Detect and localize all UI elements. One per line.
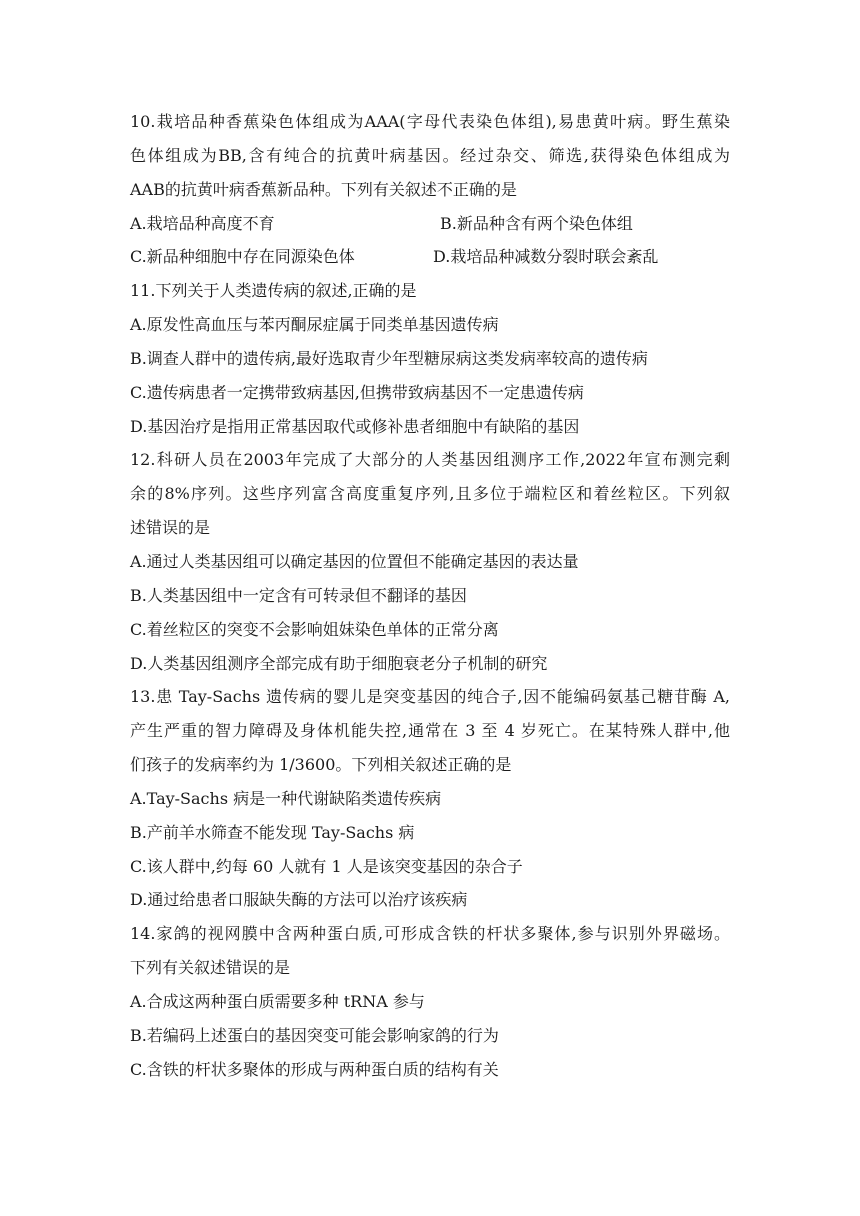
q12-stem-line-3: 述错误的是 xyxy=(130,518,211,538)
q11-option-b: B.调查人群中的遗传病,最好选取青少年型糖尿病这类发病率较高的遗传病 xyxy=(130,348,648,368)
q13-option-a: A.Tay-Sachs 病是一种代谢缺陷类遗传疾病 xyxy=(130,788,442,808)
q10-stem-line-2: 色体组成为BB,含有纯合的抗黄叶病基因。经过杂交、筛选,获得染色体组成为 xyxy=(130,145,730,165)
q11-option-d: D.基因治疗是指用正常基因取代或修补患者细胞中有缺陷的基因 xyxy=(130,416,580,436)
q10-option-c: C.新品种细胞中存在同源染色体 xyxy=(130,247,355,267)
q14-stem-line-2: 下列有关叙述错误的是 xyxy=(130,958,291,978)
q10-stem-line-1: 10.栽培品种香蕉染色体组成为AAA(字母代表染色体组),易患黄叶病。野生蕉染 xyxy=(130,112,730,131)
q12-option-b: B.人类基因组中一定含有可转录但不翻译的基因 xyxy=(130,585,467,605)
q13-stem-line-2: 产生严重的智力障碍及身体机能失控,通常在 3 至 4 岁死亡。在某特殊人群中,他 xyxy=(130,721,730,741)
q10-option-a: A.栽培品种高度不育 xyxy=(130,213,275,233)
q10-options-row-2 xyxy=(130,240,730,274)
q10-options-row-1 xyxy=(130,207,730,241)
q14-option-a: A.合成这两种蛋白质需要多种 tRNA 参与 xyxy=(130,991,425,1011)
q13-stem-line-3: 们孩子的发病率约为 1/3600。下列相关叙述正确的是 xyxy=(130,755,512,775)
q13-stem-line-1: 13.患 Tay-Sachs 遗传病的婴儿是突变基因的纯合子,因不能编码氨基己糖苷酶 A, xyxy=(130,687,730,707)
q13-option-c: C.该人群中,约每 60 人就有 1 人是该突变基因的杂合子 xyxy=(130,856,523,876)
q12-option-c: C.着丝粒区的突变不会影响姐妹染色单体的正常分离 xyxy=(130,619,499,639)
q12-stem-line-1: 12.科研人员在2003年完成了大部分的人类基因组测序工作,2022年宣布测完剩 xyxy=(130,450,730,470)
q12-option-a: A.通过人类基因组可以确定基因的位置但不能确定基因的表达量 xyxy=(130,551,579,571)
q14-option-c: C.含铁的杆状多聚体的形成与两种蛋白质的结构有关 xyxy=(130,1059,499,1079)
q13-option-d: D.通过给患者口服缺失酶的方法可以治疗该疾病 xyxy=(130,890,468,910)
q12-stem-line-2: 余的8%序列。这些序列富含高度重复序列,且多位于端粒区和着丝粒区。下列叙 xyxy=(130,484,730,504)
q10-stem-line-3: AAB的抗黄叶病香蕉新品种。下列有关叙述不正确的是 xyxy=(130,179,517,199)
question-content xyxy=(130,105,730,1086)
q11-stem-line-1: 11.下列关于人类遗传病的叙述,正确的是 xyxy=(130,281,417,301)
q14-stem-line-1: 14.家鸽的视网膜中含两种蛋白质,可形成含铁的杆状多聚体,参与识别外界磁场。 xyxy=(130,924,730,944)
q13-option-b: B.产前羊水筛查不能发现 Tay-Sachs 病 xyxy=(130,822,415,842)
q11-option-c: C.遗传病患者一定携带致病基因,但携带致病基因不一定患遗传病 xyxy=(130,382,584,402)
q11-option-a: A.原发性高血压与苯丙酮尿症属于同类单基因遗传病 xyxy=(130,315,499,335)
q10-option-b: B.新品种含有两个染色体组 xyxy=(440,213,633,233)
q14-option-b: B.若编码上述蛋白的基因突变可能会影响家鸽的行为 xyxy=(130,1025,499,1045)
q12-option-d: D.人类基因组测序全部完成有助于细胞衰老分子机制的研究 xyxy=(130,653,548,673)
q10-option-d: D.栽培品种减数分裂时联会紊乱 xyxy=(433,247,659,267)
